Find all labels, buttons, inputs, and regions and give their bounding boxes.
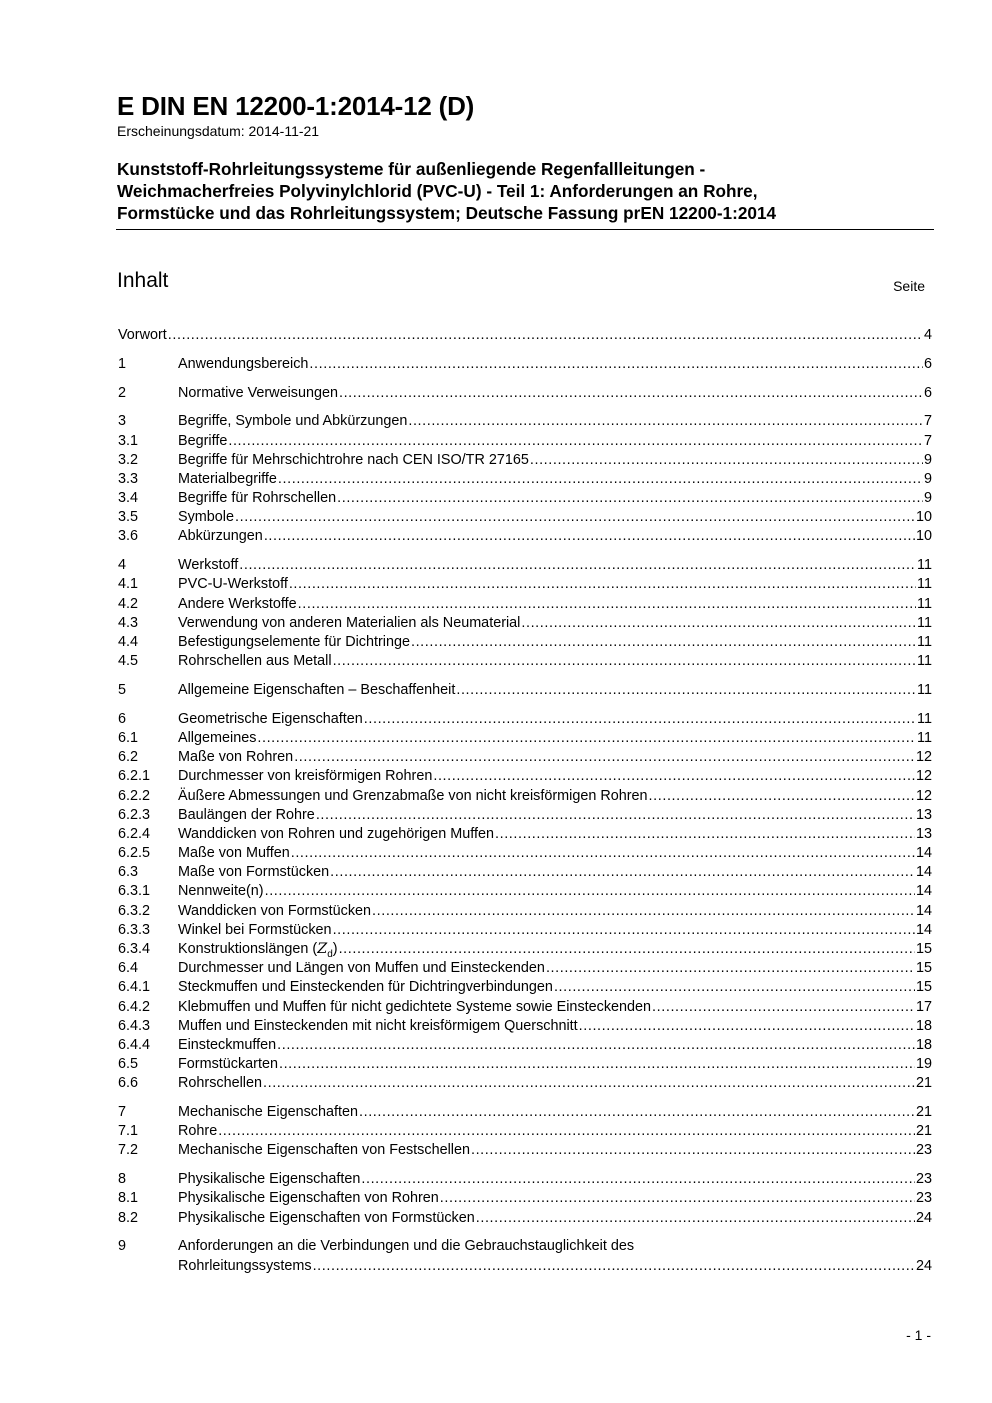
toc-leader-dots	[361, 1170, 915, 1189]
toc-leader-dots	[279, 1055, 915, 1074]
toc-leader-dots	[278, 470, 923, 489]
toc-entry-label: Allgemeine Eigenschaften – Beschaffenheit	[178, 681, 456, 698]
toc-entry-3-2[interactable]	[118, 451, 932, 470]
toc-entry-number: 6.4.3	[118, 1017, 151, 1034]
toc-entry-number: 6.2	[118, 749, 139, 766]
toc-leader-dots	[337, 489, 923, 508]
toc-entry-6-2[interactable]	[118, 748, 932, 767]
toc-entry-label: Verwendung von anderen Materialien als Neumaterial	[178, 614, 521, 631]
toc-entry-page: 13	[915, 825, 932, 842]
toc-leader-dots	[264, 527, 915, 546]
toc-entry-page: 9	[923, 451, 932, 468]
toc-entry-2[interactable]	[118, 384, 932, 403]
toc-entry-page: 14	[915, 921, 932, 938]
toc-entry-page: 14	[915, 902, 932, 919]
toc-entry-number: 6.2.2	[118, 787, 151, 804]
toc-entry-number: 5	[118, 681, 127, 698]
toc-entry-3-4[interactable]	[118, 489, 932, 508]
toc-entry-number: 4.2	[118, 595, 139, 612]
toc-entry-label: Physikalische Eigenschaften von Formstücken	[178, 1209, 475, 1226]
toc-leader-dots	[265, 882, 915, 901]
toc-entry-page: 11	[917, 557, 932, 574]
toc-entry-label: Winkel bei Formstücken	[178, 921, 332, 938]
toc-entry-6-2-1[interactable]	[118, 767, 932, 786]
title-line: Kunststoff-Rohrleitungssysteme für außenliegende Regenfallleitungen -	[117, 159, 706, 179]
toc-entry-number: 7.2	[118, 1142, 139, 1159]
toc-entry-page: 12	[915, 768, 932, 785]
toc-entry-number: 3.2	[118, 451, 139, 468]
toc-entry-6-3-1[interactable]	[118, 882, 932, 901]
toc-entry-page: 24	[915, 1257, 932, 1274]
toc-entry-label: Symbole	[178, 509, 234, 526]
toc-entry-label: PVC-U-Werkstoff	[178, 576, 288, 593]
toc-leader-dots	[579, 1017, 915, 1036]
toc-entry-8-1[interactable]	[118, 1189, 932, 1208]
toc-entry-7-1[interactable]	[118, 1122, 932, 1141]
toc-entry-page: 12	[915, 749, 932, 766]
toc-entry-6-3-4[interactable]	[118, 940, 932, 959]
toc-entry-number: 6.2.1	[118, 768, 151, 785]
toc-leader-dots	[456, 681, 916, 700]
toc-leader-dots	[218, 1122, 915, 1141]
toc-entry-page: 11	[917, 729, 932, 746]
toc-entry-page: 13	[915, 806, 932, 823]
toc-entry-label: Vorwort	[118, 327, 167, 343]
toc-entry-page: 6	[923, 355, 932, 372]
toc-leader-dots	[411, 633, 916, 652]
toc-entry-3-3[interactable]	[118, 470, 932, 489]
page-number: - 1 -	[906, 1327, 931, 1343]
toc-entry-label: Andere Werkstoffe	[178, 595, 297, 612]
toc-leader-dots	[239, 556, 916, 575]
toc-entry-number: 6.5	[118, 1056, 139, 1073]
toc-entry-label: Wanddicken von Rohren und zugehörigen Muffen	[178, 825, 495, 842]
toc-entry-6-3-2[interactable]	[118, 902, 932, 921]
toc-entry-label: Wanddicken von Formstücken	[178, 902, 372, 919]
toc-entry-6-3-3[interactable]	[118, 921, 932, 940]
toc-entry-label: Maße von Rohren	[178, 749, 294, 766]
toc-entry-number: 6.3.1	[118, 883, 151, 900]
toc-entry-label: Nennweite(n)	[178, 883, 264, 900]
toc-leader-dots	[289, 575, 916, 594]
toc-leader-dots	[330, 863, 915, 882]
toc-entry-label: Anforderungen an die Verbindungen und die Gebrauchstauglichkeit des	[178, 1238, 635, 1255]
toc-entry-6-2-2[interactable]	[118, 787, 932, 806]
toc-entry-label: Begriffe für Rohrschellen	[178, 490, 337, 507]
toc-entry-page: 21	[915, 1075, 932, 1092]
toc-leader-dots	[471, 1141, 915, 1160]
toc-entry-label: Formstückarten	[178, 1056, 278, 1073]
toc-leader-dots	[433, 767, 915, 786]
toc-entry-number: 6.2.4	[118, 825, 151, 842]
toc-leader-dots	[235, 508, 915, 527]
toc-entry-label: Baulängen der Rohre	[178, 806, 315, 823]
toc-entry-page: 23	[915, 1190, 932, 1207]
toc-entry-number: 6.4.1	[118, 979, 151, 996]
toc-leader-dots	[277, 1036, 915, 1055]
toc-entry-page: 11	[917, 614, 932, 631]
toc-entry-number: 6.3.3	[118, 921, 151, 938]
toc-entry-page: 14	[915, 845, 932, 862]
toc-entry-4[interactable]	[118, 556, 932, 575]
toc-entry-label: Maße von Muffen	[178, 845, 290, 862]
toc-entry-number: 9	[118, 1238, 127, 1255]
toc-entry-label: Konstruktionslängen $(Z_d)$	[178, 941, 338, 960]
document-id: E DIN EN 12200-1:2014-12 (D)	[117, 91, 475, 121]
toc-entry-page: 14	[915, 883, 932, 900]
toc-leader-dots	[359, 1103, 915, 1122]
toc-leader-dots	[313, 1257, 915, 1276]
toc-entry-9[interactable]	[118, 1237, 932, 1256]
toc-entry-page: 6	[923, 384, 932, 401]
toc-entry-label: Klebmuffen und Muffen für nicht gedichtete Systeme sowie Einsteckenden	[178, 998, 652, 1015]
toc-entry-number: 3.1	[118, 432, 139, 449]
toc-entry-6-6[interactable]	[118, 1074, 932, 1093]
toc-entry-label: Begriffe, Symbole und Abkürzungen	[178, 413, 408, 430]
toc-leader-dots	[554, 978, 915, 997]
toc-entry-page: 15	[915, 979, 932, 996]
toc-entry-4-2[interactable]	[118, 595, 932, 614]
toc-entry-number: 6.3.2	[118, 902, 151, 919]
toc-entry-4-1[interactable]	[118, 575, 932, 594]
toc-entry-number: 6.4.4	[118, 1036, 151, 1053]
toc-entry-1[interactable]	[118, 355, 932, 374]
toc-entry-number: 8	[118, 1171, 127, 1188]
toc-entry-label: Begriffe	[178, 432, 228, 449]
toc-entry-label: Durchmesser und Längen von Muffen und Einsteckenden	[178, 960, 545, 977]
toc-entry-6-4-2[interactable]	[118, 998, 932, 1017]
toc-entry-page: 17	[915, 998, 932, 1015]
toc-entry-page: 24	[915, 1209, 932, 1226]
toc-entry-label: Normative Verweisungen	[178, 384, 338, 401]
toc-entry-page: 12	[915, 787, 932, 804]
toc-entry-preface[interactable]	[118, 326, 932, 345]
toc-entry-page: 11	[917, 595, 932, 612]
toc-entry-number: 7	[118, 1104, 127, 1121]
toc-entry-number: 4.4	[118, 634, 139, 650]
toc-entry-3-6[interactable]	[118, 527, 932, 546]
toc-leader-dots	[649, 787, 915, 806]
toc-entry-label: Einsteckmuffen	[178, 1036, 277, 1053]
toc-entry-number: 6.3	[118, 864, 139, 881]
toc-entry-label: Physikalische Eigenschaften von Rohren	[178, 1190, 439, 1207]
toc-leader-dots	[257, 729, 916, 748]
toc-leader-dots	[294, 748, 915, 767]
toc-leader-dots	[333, 921, 915, 940]
toc-entry-number: 3.6	[118, 528, 139, 545]
toc-entry-8[interactable]	[118, 1170, 932, 1189]
toc-entry-6-3[interactable]	[118, 863, 932, 882]
toc-entry-6[interactable]	[118, 710, 932, 729]
toc-entry-6-1[interactable]	[118, 729, 932, 748]
toc-entry-4-4[interactable]	[118, 633, 932, 652]
toc-entry-page: 21	[915, 1104, 932, 1121]
toc-leader-dots	[168, 326, 923, 345]
toc-entry-6-4-4[interactable]	[118, 1036, 932, 1055]
toc-entry-number: 4.1	[118, 576, 139, 593]
toc-entry-page: 15	[915, 960, 932, 977]
toc-entry-3-5[interactable]	[118, 508, 932, 527]
toc-entry-page: 21	[915, 1123, 932, 1140]
toc-entry-continuation[interactable]	[118, 1257, 932, 1276]
toc-leader-dots	[298, 595, 916, 614]
toc-entry-page: 18	[915, 1036, 932, 1053]
toc-entry-number: 8.1	[118, 1190, 139, 1207]
toc-entry-page: 11	[917, 710, 932, 727]
toc-entry-number: 4	[118, 557, 127, 574]
toc-entry-number: 6.2.3	[118, 806, 151, 823]
toc-entry-3-1[interactable]	[118, 432, 932, 451]
toc-entry-page: 11	[917, 576, 932, 593]
toc-leader-dots	[339, 384, 923, 403]
toc-entry-number: 6.4	[118, 960, 139, 977]
toc-entry-label: Abkürzungen	[178, 528, 263, 545]
toc-entry-7[interactable]	[118, 1103, 932, 1122]
toc-entry-label: Steckmuffen und Einsteckenden für Dichtringverbindungen	[178, 979, 553, 996]
toc-entry-number: 6.6	[118, 1075, 139, 1092]
publication-date: Erscheinungsdatum: 2014-11-21	[117, 123, 320, 139]
toc-leader-dots	[530, 451, 923, 470]
toc-entry-6-2-4[interactable]	[118, 825, 932, 844]
toc-entry-page: 19	[915, 1056, 932, 1073]
toc-entry-number: 8.2	[118, 1209, 139, 1226]
toc-entry-number: 7.1	[118, 1123, 139, 1140]
toc-page-column-label: Seite	[893, 278, 925, 294]
toc-entry-4-5[interactable]	[118, 652, 932, 671]
document-title	[117, 158, 932, 224]
toc-entry-8-2[interactable]	[118, 1209, 932, 1228]
toc-leader-dots	[228, 432, 923, 451]
toc-leader-dots	[521, 614, 916, 633]
toc-leader-dots	[546, 959, 915, 978]
toc-leader-dots	[263, 1074, 915, 1093]
toc-entry-page: 15	[915, 941, 932, 957]
toc-leader-dots	[364, 710, 916, 729]
title-line: Formstücke und das Rohrleitungssystem; Deutsche Fassung prEN 12200-1:2014	[117, 203, 777, 223]
toc-entry-number: 3.4	[118, 490, 139, 507]
toc-entry-label: Befestigungselemente für Dichtringe	[178, 634, 410, 650]
toc-entry-number: 4.5	[118, 653, 139, 670]
toc-entry-6-2-5[interactable]	[118, 844, 932, 863]
toc-entry-page: 7	[923, 432, 932, 449]
toc-entry-label: Mechanische Eigenschaften von Festschellen	[178, 1142, 470, 1159]
toc-leader-dots	[408, 412, 923, 431]
toc-entry-page: 11	[917, 681, 932, 698]
toc-entry-page: 23	[915, 1171, 932, 1188]
toc-entry-6-2-3[interactable]	[118, 806, 932, 825]
toc-entry-page: 14	[915, 864, 932, 881]
toc-entry-page: 11	[917, 653, 932, 670]
toc-leader-dots	[372, 902, 915, 921]
title-line: Weichmacherfreies Polyvinylchlorid (PVC-U) - Teil 1: Anforderungen an Rohre,	[117, 181, 758, 201]
toc-heading: Inhalt	[117, 269, 169, 292]
toc-entry-6-4-1[interactable]	[118, 978, 932, 997]
toc-entry-label: Äußere Abmessungen und Grenzabmaße von nicht kreisförmigen Rohren	[178, 787, 648, 804]
toc-entry-number: 6.2.5	[118, 845, 151, 862]
toc-entry-label: Durchmesser von kreisförmigen Rohren	[178, 768, 433, 785]
toc-entry-label: Anwendungsbereich	[178, 355, 309, 372]
table-of-contents	[118, 326, 932, 1276]
toc-entry-number: 3.3	[118, 470, 139, 487]
toc-entry-label: Maße von Formstücken	[178, 864, 330, 881]
toc-entry-page: 10	[915, 509, 932, 526]
toc-entry-3[interactable]	[118, 412, 932, 431]
toc-entry-6-4-3[interactable]	[118, 1017, 932, 1036]
toc-entry-page: 9	[923, 490, 932, 507]
toc-entry-label: Materialbegriffe	[178, 470, 277, 487]
toc-leader-dots	[476, 1209, 915, 1228]
toc-entry-number: 2	[118, 384, 127, 401]
toc-entry-page: 10	[915, 528, 932, 545]
toc-entry-number: 3.5	[118, 509, 139, 526]
toc-leader-dots	[316, 806, 915, 825]
toc-entry-number: 1	[118, 355, 127, 372]
toc-entry-label: Mechanische Eigenschaften	[178, 1104, 358, 1121]
toc-entry-page: 11	[917, 634, 932, 650]
toc-entry-5[interactable]	[118, 681, 932, 700]
toc-entry-7-2[interactable]	[118, 1141, 932, 1160]
toc-entry-page: 4	[923, 327, 932, 343]
title-divider	[116, 229, 934, 230]
toc-entry-label: Begriffe für Mehrschichtrohre nach CEN ISO/TR 27165	[178, 451, 529, 468]
toc-leader-dots	[333, 652, 916, 671]
toc-entry-6-5[interactable]	[118, 1055, 932, 1074]
toc-leader-dots	[652, 998, 915, 1017]
toc-entry-page: 23	[915, 1142, 932, 1159]
toc-entry-label: Werkstoff	[178, 557, 239, 574]
toc-entry-number: 6.3.4	[118, 941, 151, 957]
toc-entry-number: 3	[118, 413, 127, 430]
toc-entry-number: 6.1	[118, 729, 139, 746]
toc-entry-label: Rohre	[178, 1123, 218, 1140]
toc-entry-4-3[interactable]	[118, 614, 932, 633]
toc-entry-page: 9	[923, 470, 932, 487]
toc-entry-label: Rohrleitungssystems	[178, 1257, 312, 1274]
toc-leader-dots	[440, 1189, 915, 1208]
toc-entry-label: Allgemeines	[178, 729, 257, 746]
toc-entry-label: Rohrschellen	[178, 1075, 262, 1092]
toc-entry-label: Muffen und Einsteckenden mit nicht kreisförmigem Querschnitt	[178, 1017, 578, 1034]
toc-entry-number: 6	[118, 710, 127, 727]
toc-entry-label: Physikalische Eigenschaften	[178, 1171, 361, 1188]
toc-entry-label: Rohrschellen aus Metall	[178, 653, 332, 670]
toc-entry-label: Geometrische Eigenschaften	[178, 710, 363, 727]
toc-leader-dots	[291, 844, 915, 863]
toc-entry-number: 4.3	[118, 614, 139, 631]
toc-entry-6-4[interactable]	[118, 959, 932, 978]
toc-leader-dots	[309, 355, 923, 374]
toc-entry-page: 7	[923, 413, 932, 430]
toc-entry-page: 18	[915, 1017, 932, 1034]
toc-leader-dots	[495, 825, 915, 844]
toc-entry-number: 6.4.2	[118, 998, 151, 1015]
